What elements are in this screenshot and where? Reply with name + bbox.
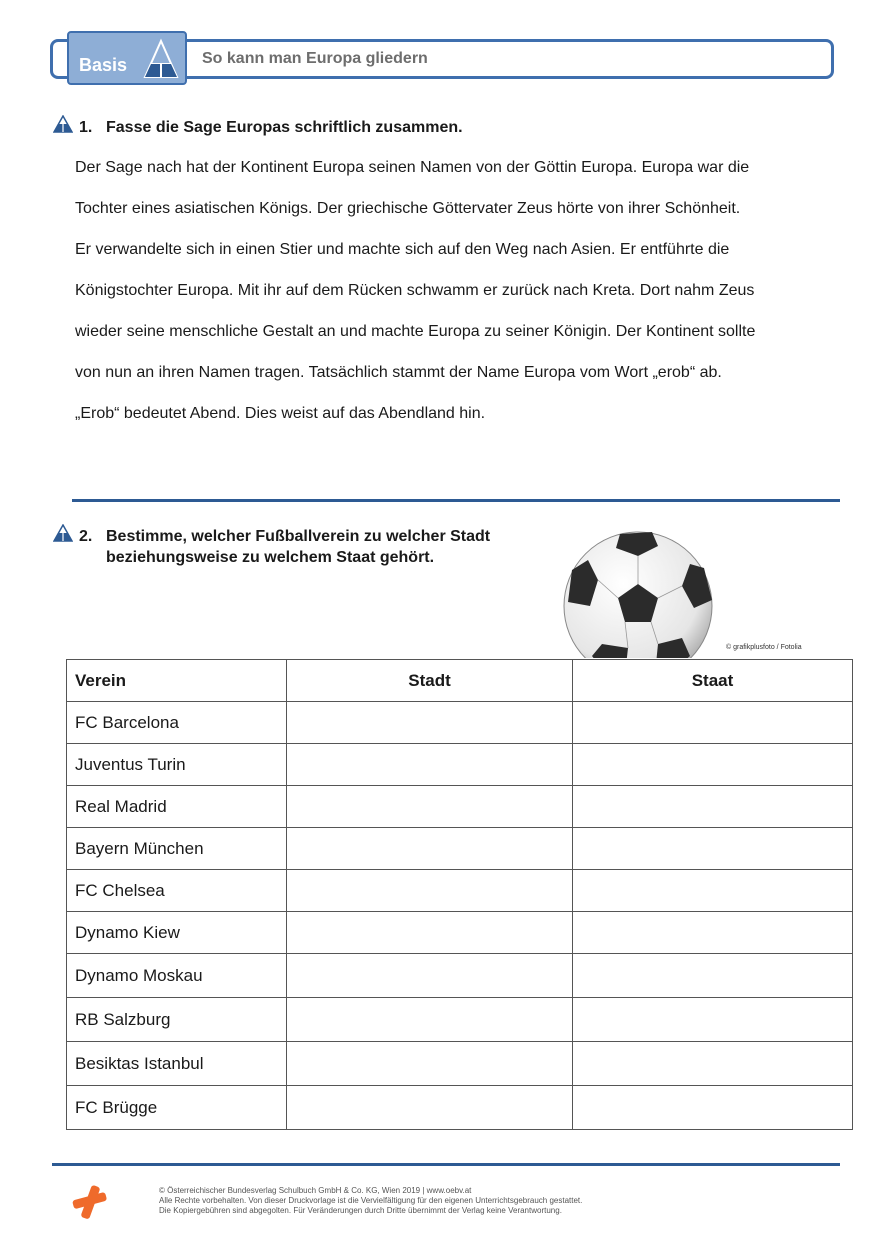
badge-label: Basis — [79, 55, 128, 75]
footer-copyright — [159, 1186, 582, 1216]
city-answer-cell[interactable] — [287, 1042, 573, 1086]
story-line: wieder seine menschliche Gestalt an und machte Europa zu seiner Königin. Der Kontinent sollte — [75, 323, 756, 340]
club-name: FC Barcelona — [67, 702, 287, 744]
section-divider — [72, 499, 840, 502]
footer-line-1: © Österreichischer Bundesverlag Schulbuch GmbH & Co. KG, Wien 2019 | www.oebv.at — [159, 1186, 472, 1195]
story-line: Er verwandelte sich in einen Stier und machte sich auf den Weg nach Asien. Er entführte die — [75, 241, 730, 258]
column-header-stadt: Stadt — [287, 660, 573, 702]
country-answer-cell[interactable] — [573, 702, 853, 744]
city-answer-cell[interactable] — [287, 870, 573, 912]
table-row — [67, 702, 853, 744]
column-header-staat: Staat — [573, 660, 853, 702]
story-line: Tochter eines asiatischen Königs. Der griechische Göttervater Zeus hörte von ihrer Schönheit. — [75, 200, 741, 217]
club-name: Besiktas Istanbul — [67, 1042, 287, 1086]
country-answer-cell[interactable] — [573, 786, 853, 828]
story-line: Königstochter Europa. Mit ihr auf dem Rücken schwamm er zurück nach Kreta. Dort nahm Zeus — [75, 282, 755, 299]
club-name: Real Madrid — [67, 786, 287, 828]
club-name: RB Salzburg — [67, 998, 287, 1042]
page-title: So kann man Europa gliedern — [202, 50, 428, 67]
image-credit: © grafikplusfoto / Fotolia — [726, 644, 802, 651]
country-answer-cell[interactable] — [573, 998, 853, 1042]
club-name: Bayern München — [67, 828, 287, 870]
column-header-verein: Verein — [67, 660, 287, 702]
country-answer-cell[interactable] — [573, 1086, 853, 1130]
country-answer-cell[interactable] — [573, 870, 853, 912]
football-image — [562, 526, 714, 658]
table-row — [67, 998, 853, 1042]
level-pyramid-icon — [141, 37, 181, 81]
clubs-table — [66, 659, 853, 1130]
club-name: FC Brügge — [67, 1086, 287, 1130]
club-name: FC Chelsea — [67, 870, 287, 912]
task1-story — [75, 158, 850, 445]
footer-line-3: Die Kopiergebühren sind abgegolten. Für Veränderungen durch Dritte übernimmt der Verlag keine Verantwortung. — [159, 1206, 562, 1215]
country-answer-cell[interactable] — [573, 828, 853, 870]
city-answer-cell[interactable] — [287, 912, 573, 954]
task1-number: 1. — [79, 119, 93, 136]
city-answer-cell[interactable] — [287, 786, 573, 828]
task-level-icon — [53, 115, 73, 133]
level-badge — [67, 31, 187, 85]
table-row — [67, 870, 853, 912]
publisher-logo-icon — [70, 1182, 110, 1222]
country-answer-cell[interactable] — [573, 912, 853, 954]
table-row — [67, 912, 853, 954]
country-answer-cell[interactable] — [573, 744, 853, 786]
club-name: Dynamo Kiew — [67, 912, 287, 954]
city-answer-cell[interactable] — [287, 954, 573, 998]
club-name: Juventus Turin — [67, 744, 287, 786]
table-row — [67, 828, 853, 870]
table-row — [67, 954, 853, 998]
city-answer-cell[interactable] — [287, 702, 573, 744]
task-level-icon — [53, 524, 73, 542]
country-answer-cell[interactable] — [573, 954, 853, 998]
story-line: Der Sage nach hat der Kontinent Europa seinen Namen von der Göttin Europa. Europa war die — [75, 159, 750, 176]
task2-title — [106, 526, 490, 568]
table-row — [67, 1042, 853, 1086]
footer-line-2: Alle Rechte vorbehalten. Von dieser Druckvorlage ist die Vervielfältigung für den eigenen Unterrichtsgebrauch gestattet. — [159, 1196, 583, 1205]
table-header-row — [67, 660, 853, 702]
task2-title-line2: beziehungsweise zu welchem Staat gehört. — [106, 549, 435, 566]
city-answer-cell[interactable] — [287, 744, 573, 786]
story-line: von nun an ihren Namen tragen. Tatsächlich stammt der Name Europa vom Wort „erob“ ab. — [75, 364, 722, 381]
table-row — [67, 786, 853, 828]
table-row — [67, 1086, 853, 1130]
city-answer-cell[interactable] — [287, 998, 573, 1042]
city-answer-cell[interactable] — [287, 828, 573, 870]
story-line: „Erob“ bedeutet Abend. Dies weist auf das Abendland hin. — [75, 405, 486, 422]
task2-number: 2. — [79, 528, 93, 545]
club-name: Dynamo Moskau — [67, 954, 287, 998]
country-answer-cell[interactable] — [573, 1042, 853, 1086]
footer-divider — [52, 1163, 840, 1166]
city-answer-cell[interactable] — [287, 1086, 573, 1130]
task2-title-line1: Bestimme, welcher Fußballverein zu welcher Stadt — [106, 528, 491, 545]
table-row — [67, 744, 853, 786]
task1-title: Fasse die Sage Europas schriftlich zusammen. — [106, 119, 463, 136]
